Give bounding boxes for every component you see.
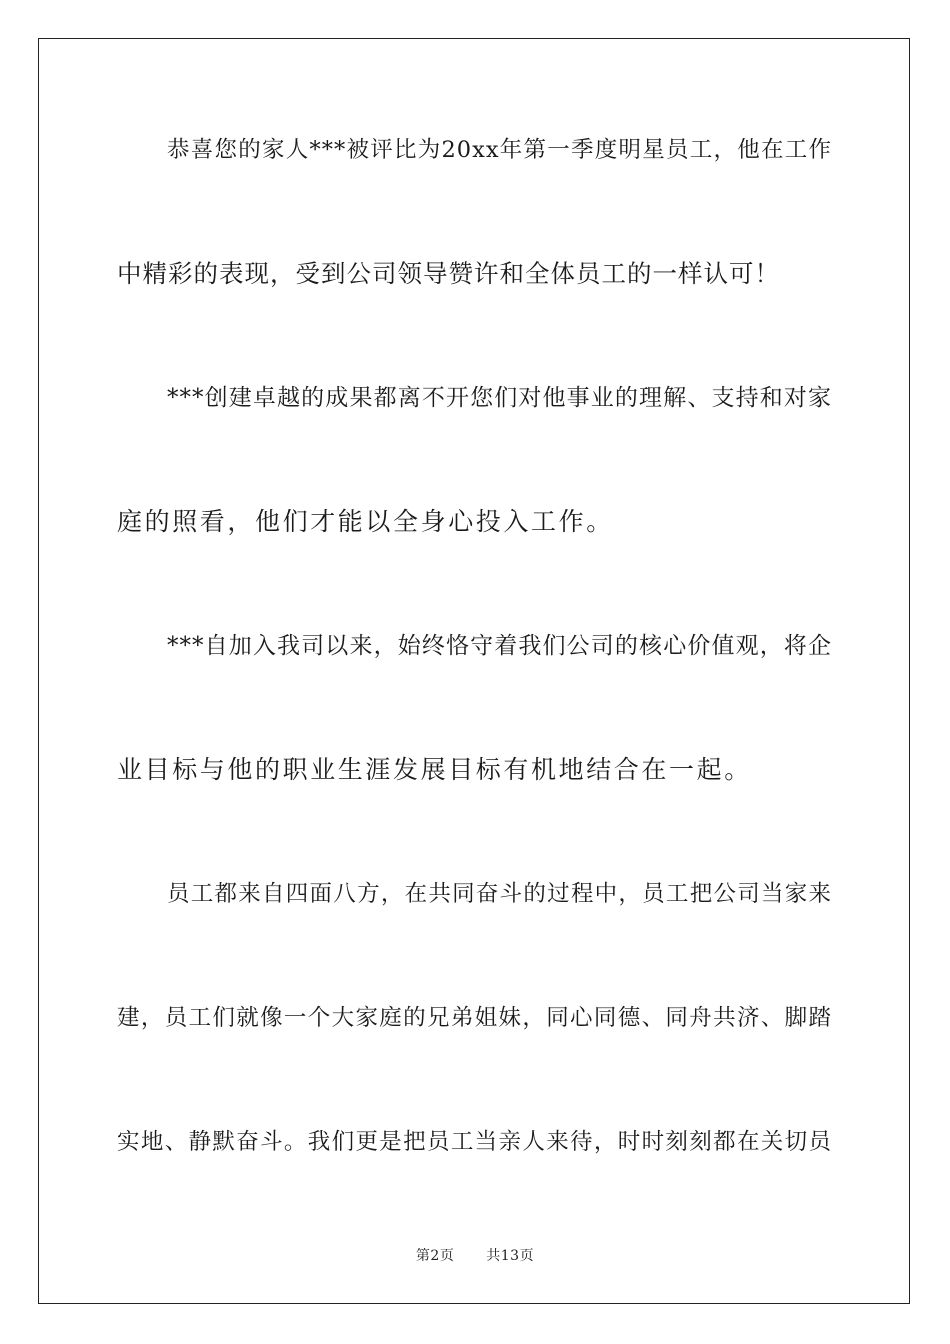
paragraph-3-line-2: 业目标与他的职业生涯发展目标有机地结合在一起。 [117, 755, 752, 784]
page-number: 第2页 [415, 1248, 455, 1264]
page-footer [0, 1245, 950, 1265]
paragraph-1-line-2: 中精彩的表现，受到公司领导赞许和全体员工的一样认可！ [117, 259, 780, 288]
paragraph-3-line-1: ***自加入我司以来，始终恪守着我们公司的核心价值观，将企 [167, 633, 832, 659]
paragraph-2-line-2: 庭的照看，他们才能以全身心投入工作。 [117, 507, 614, 536]
paragraph-4-line-2: 建，员工们就像一个大家庭的兄弟姐妹，同心同德、同舟共济、脚踏 [117, 1005, 832, 1031]
paragraph-4-line-3: 实地、静默奋斗。我们更是把员工当亲人来待，时时刻刻都在关切员 [117, 1129, 832, 1155]
page-border [38, 38, 910, 1304]
page-total: 共13页 [486, 1248, 535, 1264]
paragraph-2-line-1: ***创建卓越的成果都离不开您们对他事业的理解、支持和对家 [167, 385, 832, 411]
paragraph-4-line-1: 员工都来自四面八方，在共同奋斗的过程中，员工把公司当家来 [167, 881, 832, 907]
paragraph-1-line-1: 恭喜您的家人***被评比为20xx年第一季度明星员工，他在工作 [167, 137, 832, 163]
